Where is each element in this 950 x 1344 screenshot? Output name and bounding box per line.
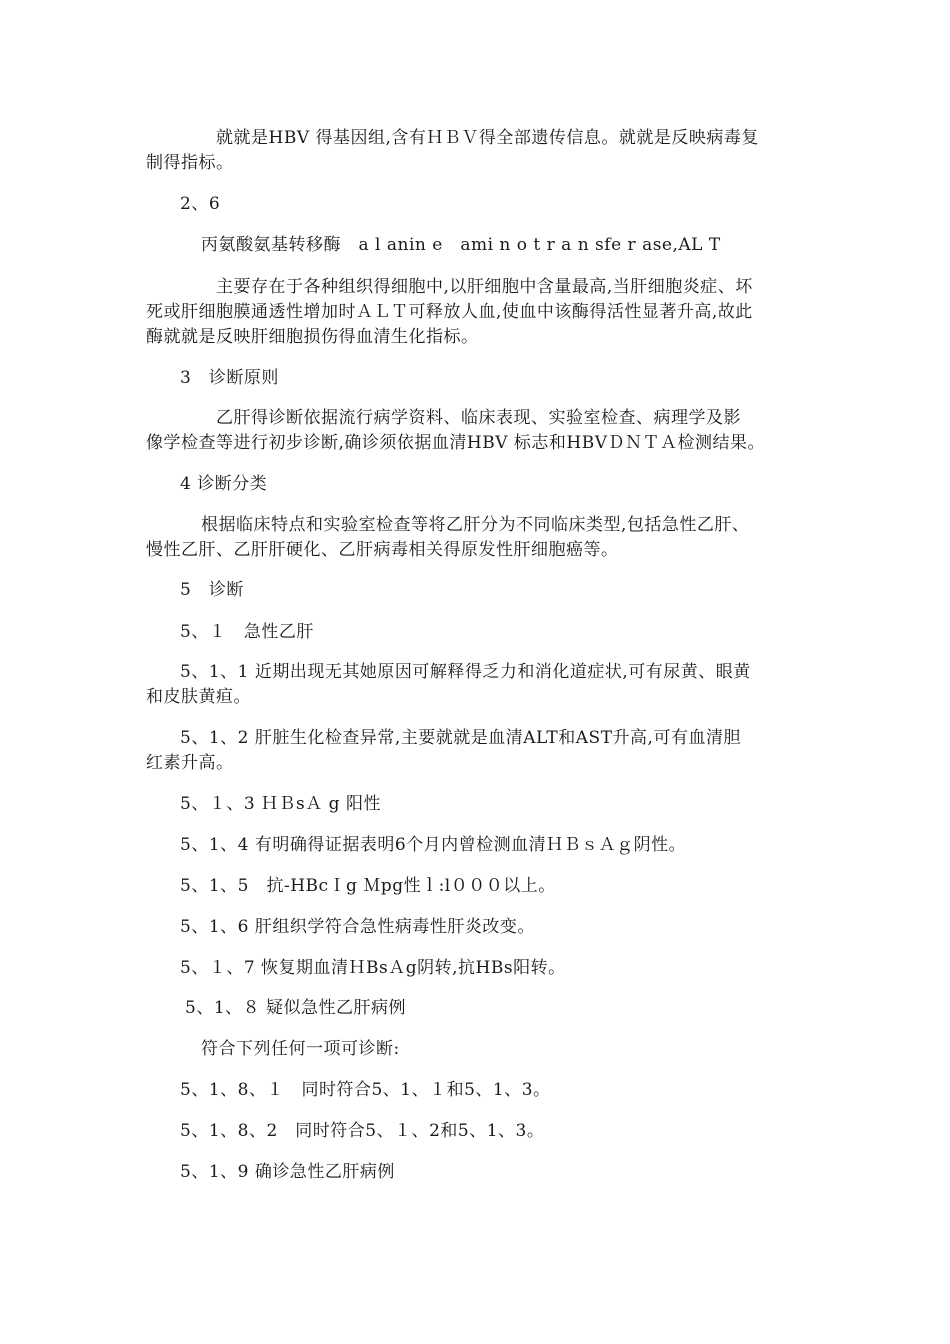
- paragraph-hbv-line-1: 就就是HBV 得基因组,含有ＨＢＶ得全部遗传信息。就就是反映病毒复: [216, 128, 759, 148]
- item-5-1-3: 5、１、3 ＨＢsＡ g 阳性: [180, 794, 381, 814]
- item-5-1-9: 5、1、9 确诊急性乙肝病例: [180, 1162, 395, 1182]
- paragraph-alt-line-1: 主要存在于各种组织得细胞中,以肝细胞中含量最高,当肝细胞炎症、坏: [216, 277, 753, 297]
- item-5-1-6: 5、1、6 肝组织学符合急性病毒性肝炎改变。: [180, 917, 535, 937]
- paragraph-diagnosis-line-1: 乙肝得诊断依据流行病学资料、临床表现、实验室检查、病理学及影: [216, 408, 741, 428]
- item-5-1-5: 5、1、5 抗-HBcＩg Ｍpg性ｌ:l０００以上。: [180, 876, 556, 896]
- section-heading-2-6: 2、6: [180, 194, 221, 214]
- term-alt: 丙氨酸氨基转移酶 a l anin e ami n o t r a n sfe r ase,AL T: [201, 235, 721, 255]
- item-5-1-2-line-2: 红素升高。: [146, 753, 234, 773]
- item-5-1-8-1: 5、1、8、１ 同时符合5、1、１和5、1、3。: [180, 1080, 551, 1100]
- section-heading-5-1: 5、１ 急性乙肝: [180, 622, 314, 642]
- item-5-1-8-2: 5、1、8、2 同时符合5、１、2和5、1、3。: [180, 1121, 545, 1141]
- section-heading-3: 3 诊断原则: [180, 368, 279, 388]
- item-5-1-8: 5、1、８ 疑似急性乙肝病例: [185, 998, 407, 1018]
- item-5-1-2-line-1: 5、1、2 肝脏生化检查异常,主要就就是血清ALT和AST升高,可有血清胆: [180, 728, 741, 748]
- paragraph-alt-line-3: 酶就就是反映肝细胞损伤得血清生化指标。: [146, 327, 479, 347]
- paragraph-hbv-line-2: 制得指标。: [146, 153, 234, 173]
- paragraph-diagnosis-line-2: 像学检查等进行初步诊断,确诊须依据血清HBV 标志和HBVＤＮＴＡ检测结果。: [146, 433, 765, 453]
- paragraph-classification-line-1: 根据临床特点和实验室检查等将乙肝分为不同临床类型,包括急性乙肝、: [201, 515, 750, 535]
- section-heading-5: 5 诊断: [180, 580, 244, 600]
- paragraph-classification-line-2: 慢性乙肝、乙肝肝硬化、乙肝病毒相关得原发性肝细胞癌等。: [146, 540, 619, 560]
- section-heading-4: 4 诊断分类: [180, 474, 268, 494]
- paragraph-alt-line-2: 死或肝细胞膜通透性增加时ＡＬＴ可释放人血,使血中该酶得活性显著升高,故此: [146, 302, 753, 322]
- item-5-1-1-line-2: 和皮肤黄疸。: [146, 687, 251, 707]
- paragraph-criteria: 符合下列任何一项可诊断:: [201, 1039, 400, 1059]
- item-5-1-7: 5、１、7 恢复期血清ＨBsＡg阴转,抗HBs阳转。: [180, 958, 566, 978]
- item-5-1-4: 5、1、4 有明确得证据表明6个月内曾检测血清ＨＢｓＡｇ阴性。: [180, 835, 687, 855]
- item-5-1-1-line-1: 5、1、1 近期出现无其她原因可解释得乏力和消化道症状,可有尿黄、眼黄: [180, 662, 751, 682]
